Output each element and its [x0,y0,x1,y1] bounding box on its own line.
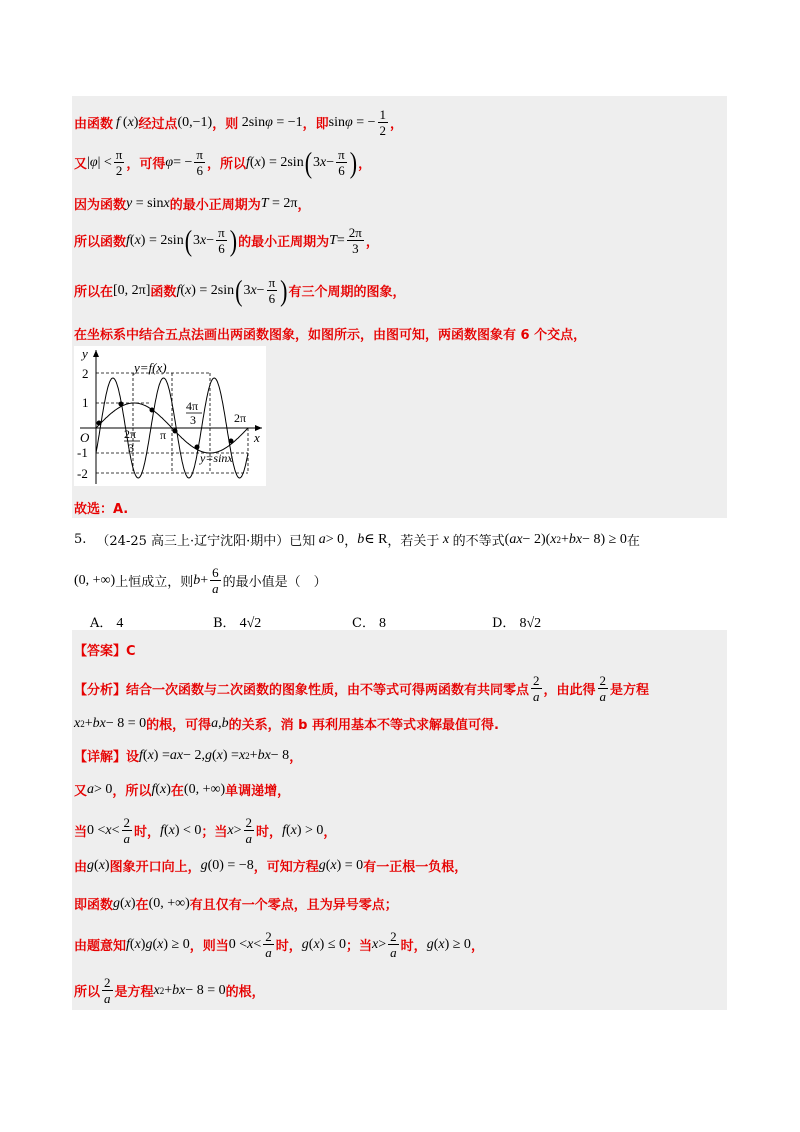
fx-label: y=f(x) [134,360,167,375]
sinx-label: y=sinx [200,451,233,465]
tick-m2: -2 [77,466,88,481]
tick-2pi3-num: 2π [124,427,137,441]
option-a[interactable]: A． 4 [90,616,124,631]
option-d[interactable]: D． 8√2 [492,616,542,631]
tick-pi: π [160,428,167,442]
tick-2: 2 [82,366,89,381]
origin-label: O [80,430,90,445]
tick-4pi3-den: 3 [190,413,196,427]
tick-2pi3-den: 3 [128,441,134,455]
question-line2: (0, +∞) 上恒成立，则 b + $\frac{6}{a}$ 的最小值是（ ） [74,565,327,596]
tick-1: 1 [82,395,89,410]
question-line1: 5. （24-25 高三上·辽宁沈阳·期中）已知 a > 0 ， b ∈ R ，若关于 x 的不等式 ( ax − 2)( x 2 + bx − 8) ≥ 0 在 [74,531,640,549]
sol2-analysis-2: x 2 + bx − 8 = 0 的根，可得 a , b 的关系，消 b 再利用基本不等式求解最值可得. [74,715,499,733]
sol2-analysis-1: 【分析】结合一次函数与二次函数的图象性质，由不等式可得两函数有共同零点 $\frac{2}{a}$ ，由此得 $\frac{2}{a}$ 是方程 [74,673,650,704]
sol1-answer: 故选：A. [74,502,129,517]
option-c[interactable]: C． 8 [352,616,386,631]
sol1-line4: 所以函数 f ( x ) = 2sin ( 3 x − $\frac{\pi}{6}$ ) 的最小正周期为 T = $\frac{2\pi}{3}$ ， [74,222,379,257]
y-axis-label: y [82,346,88,361]
sol1-line6: 在坐标系中结合五点法画出两函数图象，如图所示，由图可知，两函数图象有 6 个交点， [74,328,587,343]
sol2-answer: 【答案】C [74,644,136,659]
sol2-detail-2: 又 a > 0 ，所以 f ( x ) 在 (0, +∞) 单调递增， [74,781,291,799]
sol1-line1: 由函数 f ( x ) 经过点 (0,−1) ，则 2sinφ = −1 ，即 sinφ = − $\frac{1}{2}$ ， [74,107,404,138]
tick-m1: -1 [77,445,88,460]
sol2-detail-1: 【详解】设 f ( x ) = ax − 2, g ( x ) = x 2 + bx − 8 ， [74,747,303,765]
sol1-line2: 又 |φ| < $\frac{\pi}{2}$ ，可得 φ = − $\frac{\pi}{6}$ ，所以 f ( x ) = 2sin ( 3 x − $\frac{\pi}{6}$ ) ， [74,144,372,179]
function-graph [74,346,266,486]
sol2-detail-6: 由题意知 f ( x ) g ( x ) ≥ 0 ，则当 0 < x < $\frac{2}{a}$ 时， g ( x ) ≤ 0 ；当 x > $\frac{2}{a}$ 时， g ( x ) ≥ 0 ， [74,929,484,960]
sol1-line3: 因为函数 y = sinx 的最小正周期为 T = 2π ， [74,195,311,213]
option-b[interactable]: B． 4√2 [213,616,262,631]
tick-2pi: 2π [234,411,247,425]
sol2-detail-3: 当 0 < x < $\frac{2}{a}$ 时， f ( x ) < 0 ；当 x > $\frac{2}{a}$ 时， f ( x ) > 0 ， [74,815,337,846]
sol2-detail-7: 所以 $\frac{2}{a}$ 是方程 x 2 + bx − 8 = 0 的根， [74,975,265,1006]
tick-4pi3-num: 4π [186,399,199,413]
x-axis-label: x [254,430,260,445]
sol1-line5: 所以在 [0, 2π] 函数 f ( x ) = 2sin ( 3 x − $\frac{\pi}{6}$ ) 有三个周期的图象， [74,272,406,307]
sol2-detail-4: 由 g ( x ) 图象开口向上， g (0) = −8 ，可知方程 g ( x ) = 0 有一正根一负根， [74,857,468,875]
sol2-detail-5: 即函数 g ( x ) 在 (0, +∞) 有且仅有一个零点，且为异号零点； [74,895,398,913]
